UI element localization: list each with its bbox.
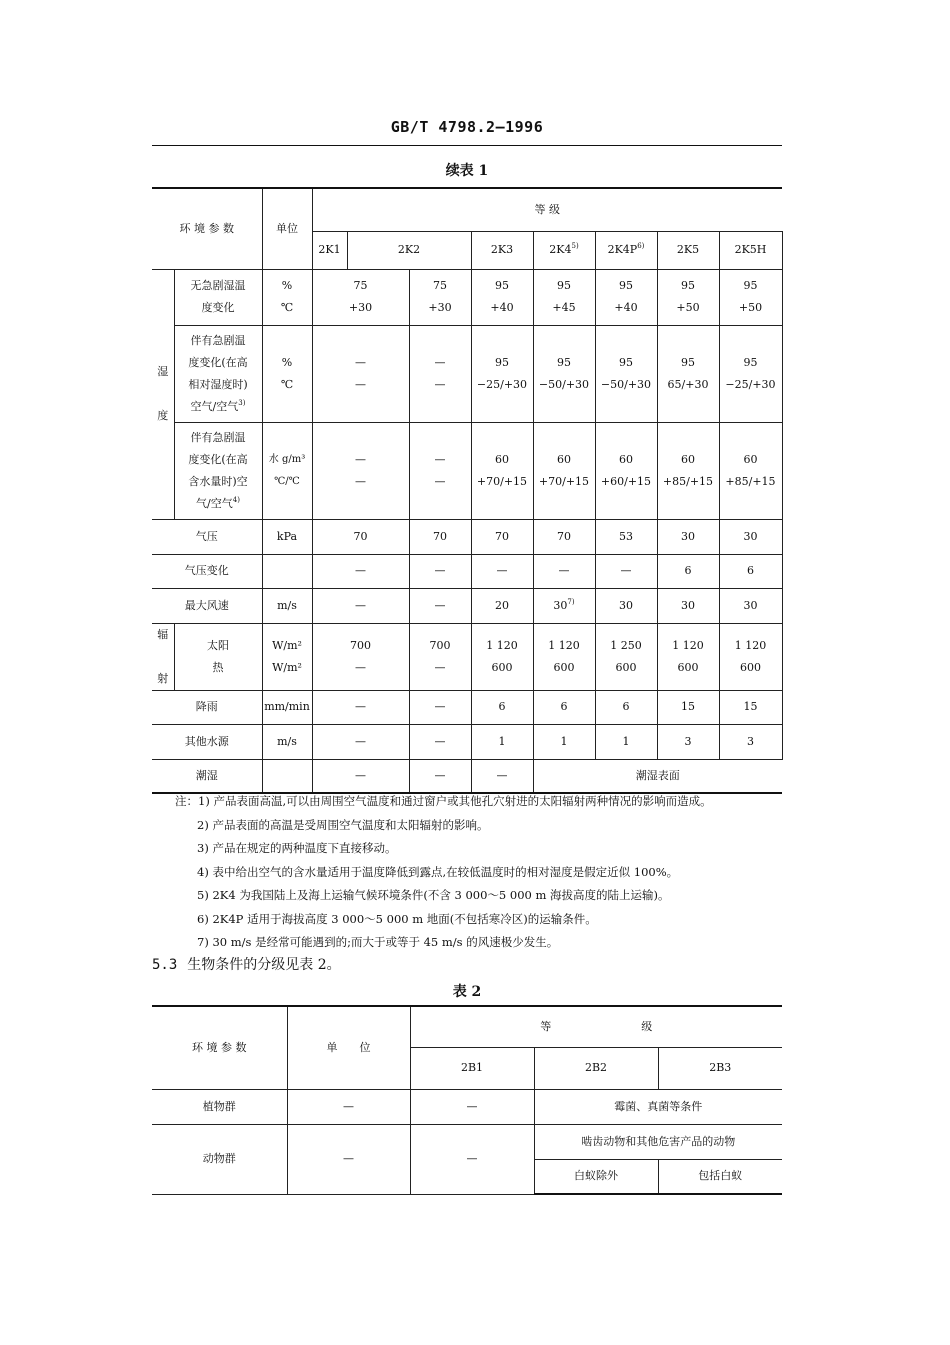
value-cell: 1 120 600 xyxy=(719,623,782,690)
value-cell: 30 xyxy=(595,588,657,623)
row-label-max-wind: 最大风速 xyxy=(152,588,262,623)
value-cell: 60 +85/+15 xyxy=(657,422,719,519)
table-row xyxy=(152,623,782,690)
section-5-3 xyxy=(152,954,341,974)
value-cell: 15 xyxy=(719,690,782,724)
value-cell: 95 −25/+30 xyxy=(719,325,782,422)
label-line: 度变化 xyxy=(201,301,235,314)
table-row xyxy=(152,690,782,724)
param-header: 环 境 参 数 xyxy=(152,188,262,269)
t2-grade-a: 等 xyxy=(540,1019,552,1033)
col-2K4-sup: 5) xyxy=(571,242,579,250)
unit-cell: kPa xyxy=(262,519,312,554)
label-line: 含水量时)空 xyxy=(188,474,248,488)
col-2B2: 2B2 xyxy=(534,1047,658,1089)
value-cell: — xyxy=(409,724,471,759)
grade-header xyxy=(312,188,782,231)
unit-cell xyxy=(262,759,312,793)
value-cell: — — xyxy=(409,422,471,519)
value-cell: 1 xyxy=(533,724,595,759)
value-cell: — xyxy=(312,690,409,724)
note-5: 5) 2K4 为我国陆上及海上运输气候环境条件(不含 3 000～5 000 m 海拔高度的陆上运输)。 xyxy=(197,888,670,902)
table1-caption: 续表 1 xyxy=(445,163,489,179)
humidity-group-b: 度 xyxy=(157,409,169,422)
col-2K5: 2K5 xyxy=(657,231,719,269)
value-cell: — xyxy=(312,588,409,623)
wind-value: 30 xyxy=(553,598,568,612)
section-number: 5.3 xyxy=(152,957,178,973)
row-label-wet: 潮湿 xyxy=(152,759,262,793)
value-cell: 95 65/+30 xyxy=(657,325,719,422)
value-cell: 700 — xyxy=(312,623,409,690)
label-line: 度变化(在高 xyxy=(188,452,248,466)
value-cell: 15 xyxy=(657,690,719,724)
value-cell: 95 +50 xyxy=(657,269,719,325)
value-cell: 1 250 600 xyxy=(595,623,657,690)
value-cell: 6 xyxy=(471,690,533,724)
unit-cell xyxy=(262,269,312,325)
value-cell: 95 −50/+30 xyxy=(533,325,595,422)
label-line: 热 xyxy=(212,660,224,674)
value-cell: 30 xyxy=(719,588,782,623)
unit-line: % xyxy=(281,279,293,292)
unit-cell: — xyxy=(287,1089,410,1124)
value-cell: — xyxy=(409,759,471,793)
value-cell: 95 −50/+30 xyxy=(595,325,657,422)
unit-line: 水 g/m³ xyxy=(268,453,306,465)
value-cell: — xyxy=(471,759,533,793)
value-cell: 30 xyxy=(657,519,719,554)
row-label-rain: 降雨 xyxy=(152,690,262,724)
value-cell: 70 xyxy=(533,519,595,554)
value-cell: 60 +85/+15 xyxy=(719,422,782,519)
footnote-ref: 7) xyxy=(567,597,575,606)
col-2K4 xyxy=(533,231,595,269)
col-2K3: 2K3 xyxy=(471,231,533,269)
t2-grade-b: 级 xyxy=(641,1019,653,1033)
table-row xyxy=(152,554,782,588)
value-cell: 60 +60/+15 xyxy=(595,422,657,519)
col-2K1: 2K1 xyxy=(312,231,347,269)
table-row xyxy=(152,759,782,793)
value-cell: — xyxy=(533,554,595,588)
t2-grade-header xyxy=(410,1006,782,1047)
label-line: 相对湿度时) xyxy=(188,377,248,391)
unit-line: ℃ xyxy=(280,301,294,314)
label-line: 空气/空气 xyxy=(190,399,239,413)
value-cell: — xyxy=(409,588,471,623)
note-1: 注：1) 产品表面高温,可以由周围空气温度和通过窗户或其他孔穴射进的太阳辐射两种情况的影响而造成。 xyxy=(175,794,712,808)
unit-cell: m/s xyxy=(262,588,312,623)
row-label-solar-heat xyxy=(174,623,262,690)
value-cell: 95 +45 xyxy=(533,269,595,325)
value-cell: — xyxy=(471,554,533,588)
grade-label-b: 级 xyxy=(549,202,560,216)
label-line: 太阳 xyxy=(207,638,229,652)
t2-unit-header: 单 位 xyxy=(287,1006,410,1089)
humidity-group-label xyxy=(152,269,174,519)
value-cell: 95 +40 xyxy=(595,269,657,325)
value-cell: 70 xyxy=(312,519,409,554)
table-row xyxy=(152,269,782,325)
unit-cell xyxy=(262,554,312,588)
value-cell: 1 xyxy=(471,724,533,759)
unit-line: % xyxy=(281,355,293,369)
value-cell: 30 xyxy=(719,519,782,554)
fauna-2B2: 白蚁除外 xyxy=(534,1159,658,1194)
row-label-rapid-change-high-rh xyxy=(174,325,262,422)
label-line: 伴有急剧温 xyxy=(190,333,246,347)
value-cell: 1 120 600 xyxy=(657,623,719,690)
unit-cell: mm/min xyxy=(262,690,312,724)
row-label-flora: 植物群 xyxy=(152,1089,287,1124)
value-cell: 1 xyxy=(595,724,657,759)
col-2K5H: 2K5H xyxy=(719,231,782,269)
value-cell: 6 xyxy=(533,690,595,724)
value-cell: 6 xyxy=(719,554,782,588)
value-cell: 3 xyxy=(719,724,782,759)
value-cell: 70 xyxy=(471,519,533,554)
table2-caption: 表 2 xyxy=(452,984,482,1000)
table-row xyxy=(152,1089,782,1124)
table-notes xyxy=(175,790,785,955)
unit-line: W/m² xyxy=(272,638,302,652)
table-row xyxy=(152,724,782,759)
standard-code-header: GB/T 4798.2—1996 xyxy=(390,118,544,136)
col-2K4P-sup: 6) xyxy=(637,242,645,250)
value-cell: — xyxy=(410,1089,534,1124)
value-cell: — xyxy=(409,690,471,724)
table-row xyxy=(152,325,782,422)
row-label-no-rapid-change xyxy=(174,269,262,325)
note-4: 4) 表中给出空气的含水量适用于温度降低到露点,在较低温度时的相对湿度是假定近似 100%。 xyxy=(197,864,679,879)
table-row xyxy=(152,588,782,623)
unit-line: ℃ xyxy=(280,377,294,391)
group-char: 辐 xyxy=(157,627,169,641)
unit-cell: m/s xyxy=(262,724,312,759)
col-2K2: 2K2 xyxy=(347,231,471,269)
table-row xyxy=(152,422,782,519)
row-label-other-water: 其他水源 xyxy=(152,724,262,759)
unit-cell: — xyxy=(287,1124,410,1194)
radiation-group-label xyxy=(152,623,174,690)
value-cell: 95 +50 xyxy=(719,269,782,325)
row-label-pressure-change: 气压变化 xyxy=(152,554,262,588)
humidity-group-a: 湿 xyxy=(157,365,169,378)
value-cell: 75 +30 xyxy=(409,269,471,325)
value-cell: — xyxy=(312,724,409,759)
col-2K4-label: 2K4 xyxy=(549,243,572,256)
value-cell: 60 +70/+15 xyxy=(533,422,595,519)
value-cell: — xyxy=(409,554,471,588)
biological-conditions-table xyxy=(152,1005,782,1195)
value-cell: — xyxy=(312,759,409,793)
value-cell: 30 xyxy=(657,588,719,623)
label-line: 无急剧湿温 xyxy=(190,279,246,292)
col-2B3: 2B3 xyxy=(658,1047,782,1089)
value-cell xyxy=(533,588,595,623)
note-7: 7) 30 m/s 是经常可能遇到的;而大于或等于 45 m/s 的风速极少发生。 xyxy=(197,935,559,949)
label-line: 度变化(在高 xyxy=(188,355,248,369)
note-3: 3) 产品在规定的两种温度下直接移动。 xyxy=(197,841,397,855)
note-6: 6) 2K4P 适用于海拔高度 3 000～5 000 m 地面(不包括寒冷区)的运输条件。 xyxy=(197,911,597,926)
climate-conditions-table xyxy=(152,187,782,794)
fauna-span: 啮齿动物和其他危害产品的动物 xyxy=(534,1124,782,1159)
row-label-rapid-change-high-water xyxy=(174,422,262,519)
group-char: 射 xyxy=(157,671,169,685)
value-cell: 3 xyxy=(657,724,719,759)
unit-cell xyxy=(262,422,312,519)
label-line: 气/空气 xyxy=(196,496,233,510)
unit-cell xyxy=(262,623,312,690)
flora-span: 霉菌、真菌等条件 xyxy=(534,1089,782,1124)
value-cell: 60 +70/+15 xyxy=(471,422,533,519)
unit-header: 单位 xyxy=(262,188,312,269)
value-cell: 53 xyxy=(595,519,657,554)
value-cell: 70 xyxy=(409,519,471,554)
note-2: 2) 产品表面的高温是受周围空气温度和太阳辐射的影响。 xyxy=(197,817,489,832)
col-2K4P xyxy=(595,231,657,269)
value-cell: 1 120 600 xyxy=(533,623,595,690)
fauna-2B3: 包括白蚁 xyxy=(658,1159,782,1194)
t2-param-header: 环 境 参 数 xyxy=(152,1006,287,1089)
value-cell: 6 xyxy=(595,690,657,724)
col-2K4P-label: 2K4P xyxy=(607,243,638,256)
footnote-ref: 4) xyxy=(232,495,240,504)
grade-label-a: 等 xyxy=(534,202,546,216)
value-cell: — xyxy=(312,554,409,588)
value-cell: — xyxy=(410,1124,534,1194)
wet-surface-span: 潮湿表面 xyxy=(533,759,782,793)
value-cell: — — xyxy=(409,325,471,422)
value-cell: 95 −25/+30 xyxy=(471,325,533,422)
unit-line: ℃/℃ xyxy=(274,475,300,487)
label-line: 伴有急剧温 xyxy=(190,430,246,444)
table-row xyxy=(152,519,782,554)
value-cell: — xyxy=(595,554,657,588)
value-cell: 75 +30 xyxy=(312,269,409,325)
value-cell: — — xyxy=(312,325,409,422)
value-cell: — — xyxy=(312,422,409,519)
value-cell: 6 xyxy=(657,554,719,588)
section-text: 生物条件的分级见表 2。 xyxy=(187,957,341,973)
footnote-ref: 3) xyxy=(238,398,246,407)
value-cell: 95 +40 xyxy=(471,269,533,325)
value-cell: 700 — xyxy=(409,623,471,690)
unit-cell xyxy=(262,325,312,422)
row-label-fauna: 动物群 xyxy=(152,1124,287,1194)
row-label-pressure: 气压 xyxy=(152,519,262,554)
value-cell: 20 xyxy=(471,588,533,623)
table-row xyxy=(152,1124,782,1159)
header-rule xyxy=(152,145,782,146)
unit-line: W/m² xyxy=(272,660,302,674)
col-2B1: 2B1 xyxy=(410,1047,534,1089)
value-cell: 1 120 600 xyxy=(471,623,533,690)
